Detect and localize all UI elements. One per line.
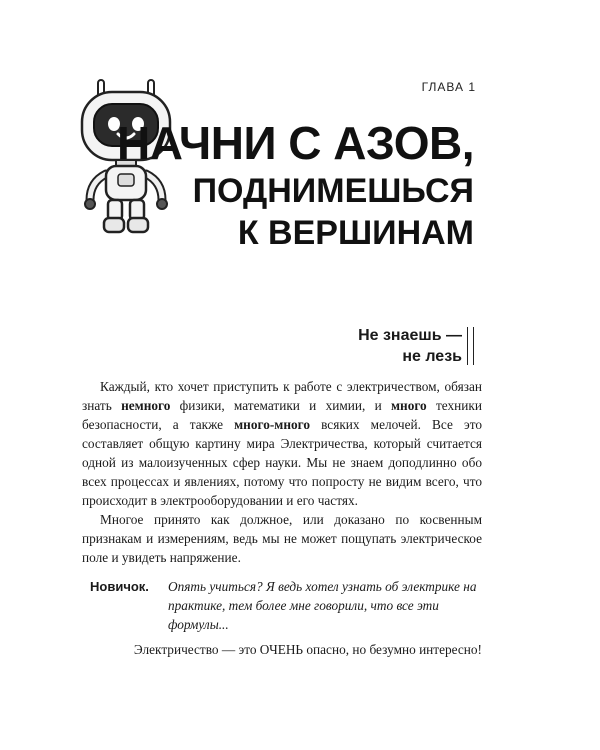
title-line-2: ПОДНИМЕШЬСЯ — [192, 172, 474, 210]
paragraph-1: Каждый, кто хочет приступить к работе с электричеством, обязан знать немного физики, математики и химии, и много техники безопасности, а также много-много всяких мелочей. Все это составляет общую картину мира Электричества, который считается одной из малоизученных сфер науки. Мы не знаем доподлинно обо всех процессах и явлениях, потому что попросту не видим всего, что происходит в электрооборудовании и его частях. — [82, 379, 482, 508]
chapter-title — [117, 116, 474, 254]
dialog-quote: Опять учиться? Я ведь хотел узнать об электрике на практике, тем более мне говорили, что все эти формулы... — [168, 579, 477, 632]
section-heading — [358, 325, 474, 367]
section-heading-line-1: Не знаешь — — [358, 327, 462, 344]
paragraph-2: Многое принято как должное, или доказано по косвенным признакам и измерениям, ведь мы не может пощупать электрическое поле и увидеть напряжение. — [82, 512, 482, 565]
chapter-label: ГЛАВА 1 — [421, 80, 476, 94]
dialog-speaker: Новичок. — [90, 579, 149, 594]
title-line-3: К ВЕРШИНАМ — [237, 214, 474, 252]
section-heading-line-2: не лезь — [402, 348, 462, 365]
title-line-1: НАЧНИ С АЗОВ, — [116, 117, 474, 169]
dialog-block — [90, 577, 482, 634]
closing-line: Электричество — это ОЧЕНЬ опасно, но безумно интересно! — [133, 642, 482, 657]
heading-bar-decoration — [467, 327, 474, 365]
body-text — [82, 377, 482, 567]
